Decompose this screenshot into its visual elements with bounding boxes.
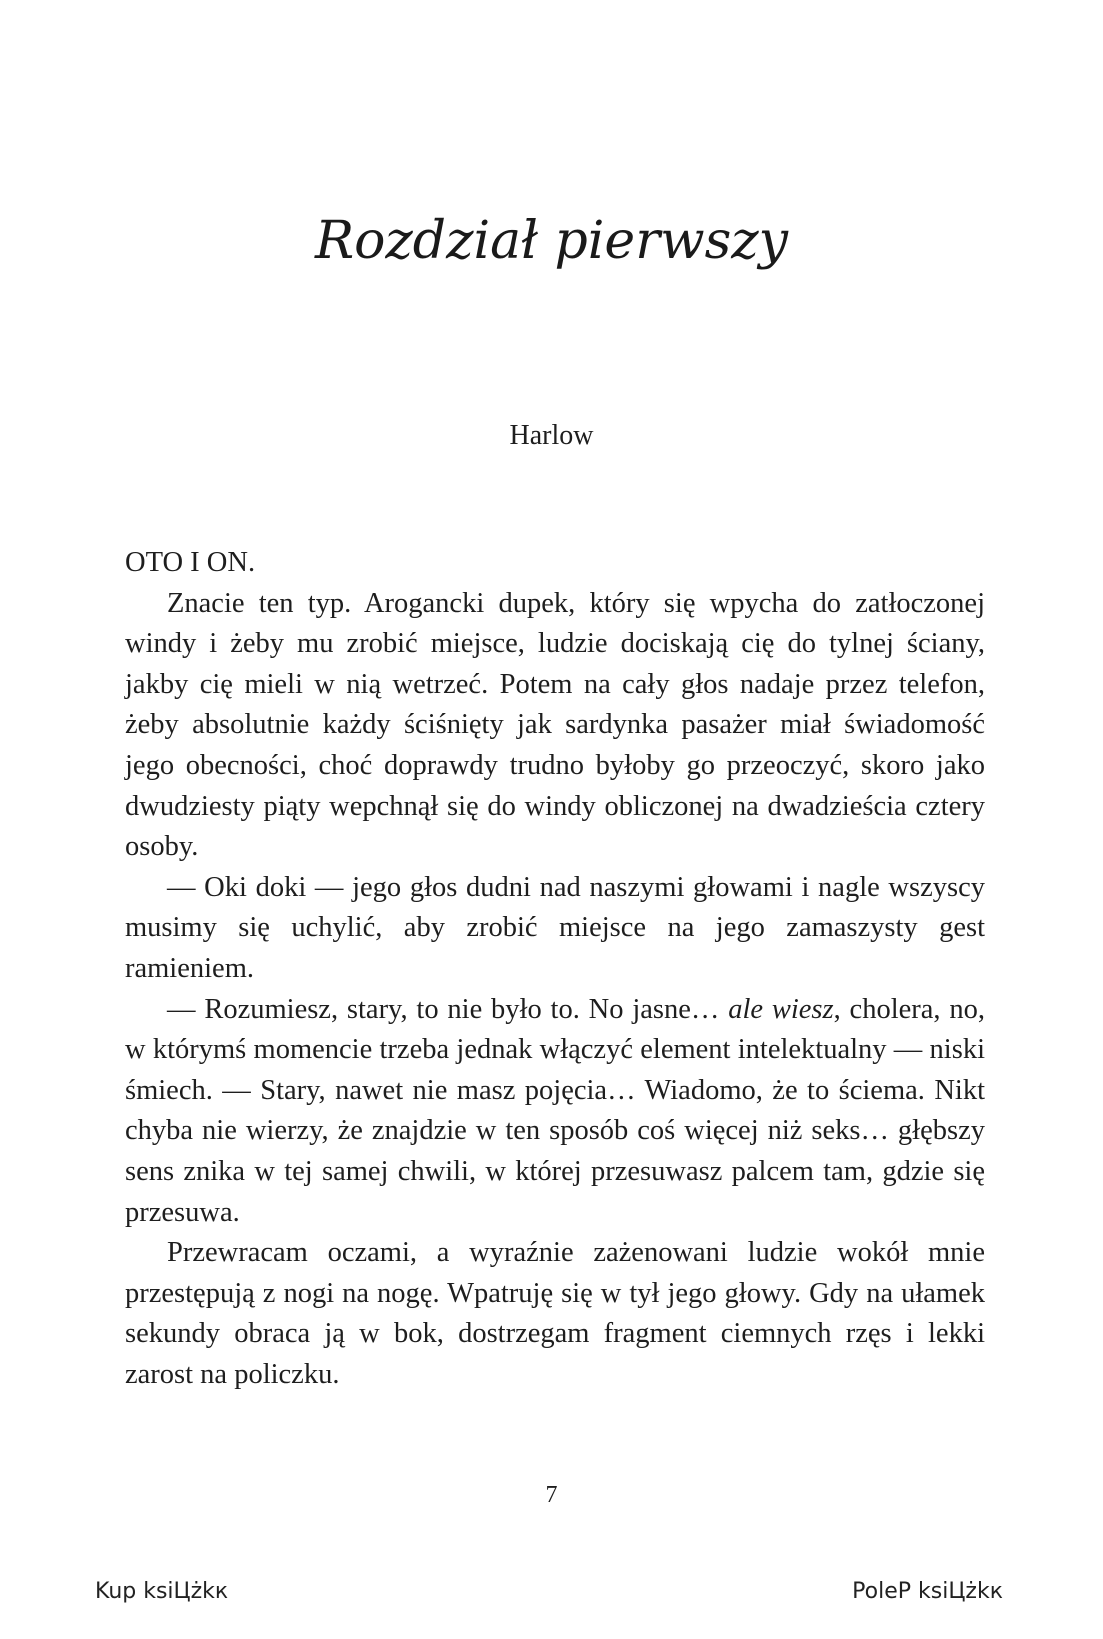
chapter-title: Rozdział pierwszy	[314, 211, 789, 271]
paragraph	[125, 990, 985, 1234]
italic-text: ale wiesz	[728, 993, 834, 1025]
paragraph	[125, 868, 985, 990]
text-segment: — Rozumiesz, stary, to nie było to. No jasne…	[167, 993, 729, 1025]
paragraph	[125, 584, 985, 868]
page-number: 7	[545, 1482, 558, 1508]
buy-book-link[interactable]: Kup ksiЦżkк	[95, 1579, 229, 1604]
text-segment: Przewracam oczami, a wyraźnie zażenowani ludzie wokół mnie przestępują z nogi na nogę. Wpatruję się w tył jego głowy. Gdy na ułamek sekundy obraca ją w bok, dostrzegam fragment ciemnych rzęs i lekki zarost na policzku.	[125, 1237, 985, 1390]
recommend-book-link[interactable]: PoleР ksiЦżkк	[852, 1579, 1003, 1604]
text-segment: OTO I ON.	[125, 547, 256, 578]
text-segment: Znacie ten typ. Arogancki dupek, który się wpycha do zatłoczonej windy i żeby mu zrobić miejsce, ludzie dociskają cię do tylnej ściany, jakby cię mieli w nią wetrzeć. Potem na cały głos nadaje przez telefon, żeby absolutnie każdy ściśnięty jak sardynka pasażer miał świadomość jego obecności, choć doprawdy trudno byłoby go przeoczyć, skoro jako dwudziesty piąty wepchnął się do windy obliczonej na dwadzieścia cztery osoby.	[125, 587, 985, 863]
text-segment: — Oki doki — jego głos dudni nad naszymi głowami i nagle wszyscy musimy się uchylić, aby zrobić miejsce na jego zamaszysty gest ramieniem.	[125, 871, 985, 984]
paragraph	[125, 1233, 985, 1395]
narrator-heading: Harlow	[509, 420, 594, 451]
paragraph	[125, 543, 985, 584]
chapter-body-text	[125, 543, 985, 1395]
text-segment: , cholera, no, w którymś momencie trzeba jednak włączyć element intelektualny — niski śmiech. — Stary, nawet nie masz pojęcia… Wiadomo, że to ściema. Nikt chyba nie wierzy, że znajdzie w ten sposób coś więcej niż seks… głębszy sens znika w tej samej chwili, w której przesuwasz palcem tam, gdzie się przesuwa.	[125, 993, 985, 1228]
